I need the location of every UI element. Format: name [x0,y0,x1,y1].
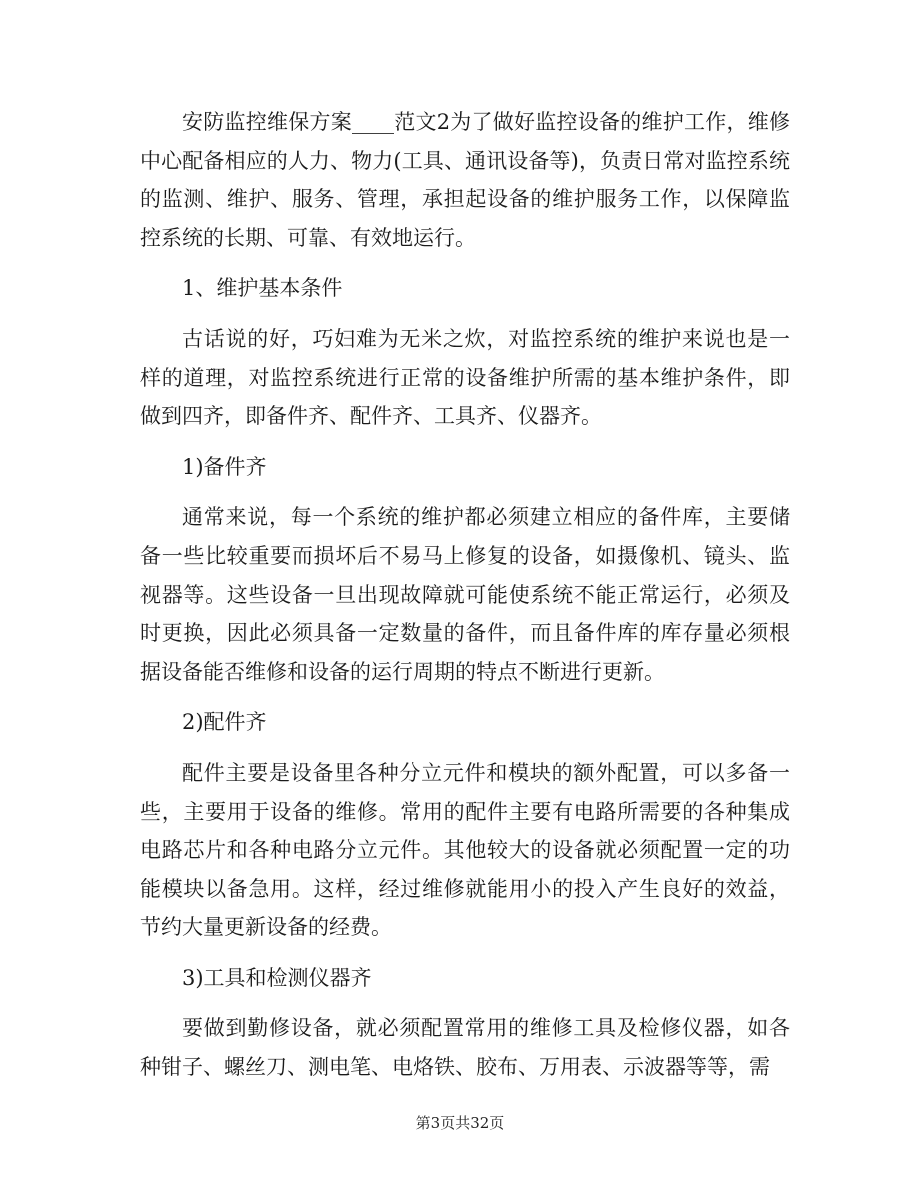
paragraph-intro: 安防监控维保方案____范文2为了做好监控设备的维护工作，维修中心配备相应的人力、物力(工具、通讯设备等)，负责日常对监控系统的监测、维护、服务、管理，承担起设备的维护服务工作，以保障监控系统的长期、可靠、有效地运行。 [140,110,790,250]
heading-tools-instruments: 3)工具和检测仪器齐 [182,965,372,990]
heading-spare-parts: 1)备件齐 [182,454,267,479]
paragraph-tools-instruments: 要做到勤修设备，就必须配置常用的维修工具及检修仪器，如各种钳子、螺丝刀、测电笔、电烙铁、胶布、万用表、示波器等等，需 [140,1016,790,1080]
heading-accessories: 2)配件齐 [182,710,267,735]
paragraph-spare-parts: 通常来说，每一个系统的维护都必须建立相应的备件库，主要储备一些比较重要而损坏后不易马上修复的设备，如摄像机、镜头、监视器等。这些设备一旦出现故障就可能使系统不能正常运行，必须及时更换，因此必须具备一定数量的备件，而且备件库的库存量必须根据设备能否维修和设备的运行周期的特点不断进行更新。 [140,505,790,684]
heading-maintenance-conditions: 1、维护基本条件 [182,276,343,301]
paragraph-accessories: 配件主要是设备里各种分立元件和模块的额外配置，可以多备一些，主要用于设备的维修。常用的配件主要有电路所需要的各种集成电路芯片和各种电路分立元件。其他较大的设备就必须配置一定的功能模块以备急用。这样，经过维修就能用小的投入产生良好的效益，节约大量更新设备的经费。 [140,760,790,940]
paragraph-four-complete: 古话说的好，巧妇难为无米之炊，对监控系统的维护来说也是一样的道理，对监控系统进行正常的设备维护所需的基本维护条件，即做到四齐，即备件齐、配件齐、工具齐、仪器齐。 [140,326,790,429]
document-body [140,103,790,1087]
page-number: 第3页共32页 [415,1114,505,1132]
